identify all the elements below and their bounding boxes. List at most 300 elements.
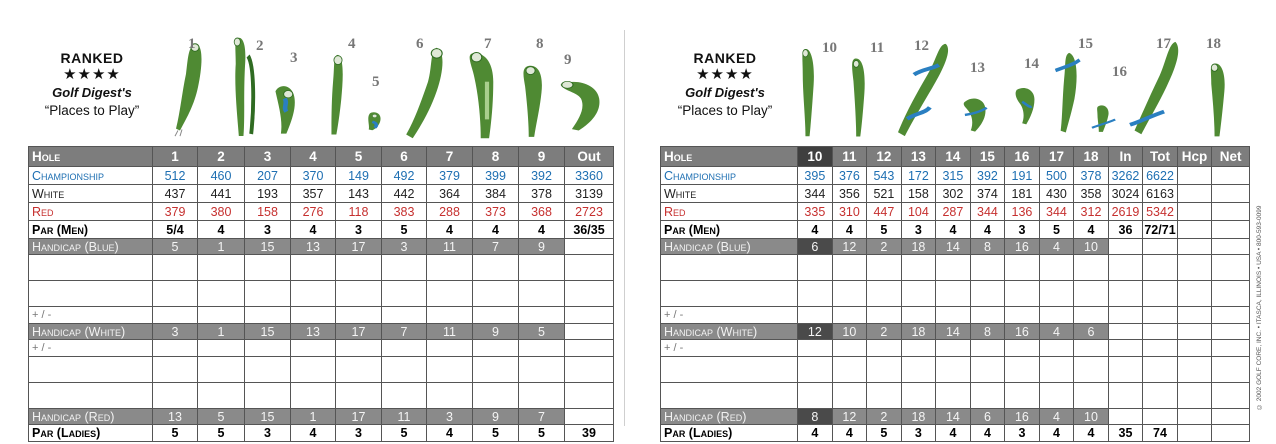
- player-score-row-cell[interactable]: [153, 255, 198, 281]
- player-score-row-cell[interactable]: [473, 255, 519, 281]
- handicap-white-row-cell: 18: [901, 324, 936, 340]
- par-ladies-row-cell: 4: [427, 425, 473, 442]
- par-men-row-cell: 4: [291, 221, 336, 239]
- hole-map-number: 13: [970, 60, 985, 76]
- handicap-white-row-label: Handicap (White): [29, 324, 153, 340]
- player-score-row-cell[interactable]: [1143, 255, 1178, 281]
- player-score-row-cell[interactable]: [245, 383, 291, 409]
- handicap-blue-row-cell: 9: [519, 239, 565, 255]
- plus-minus-row-cell[interactable]: [1143, 307, 1178, 324]
- plus-minus-row-cell[interactable]: [473, 307, 519, 324]
- player-score-row-cell[interactable]: [519, 383, 565, 409]
- handicap-red-row-cell: 6: [970, 409, 1005, 425]
- player-score-row: [661, 281, 1250, 307]
- white-tees-row-label: White: [661, 185, 798, 203]
- plus-minus-row-cell[interactable]: [1108, 307, 1143, 324]
- player-score-row-cell[interactable]: [291, 383, 336, 409]
- par-men-row-cell: 4: [198, 221, 245, 239]
- player-score-row-cell[interactable]: [1143, 357, 1178, 383]
- hole-map-illustration: [1092, 80, 1122, 134]
- player-score-row-cell[interactable]: [245, 357, 291, 383]
- player-score-row-cell[interactable]: [382, 281, 427, 307]
- player-score-row-cell[interactable]: [291, 281, 336, 307]
- par-ladies-row-cell: 4: [1039, 425, 1074, 442]
- player-score-row-cell[interactable]: [1212, 357, 1250, 383]
- plus-minus-row-cell[interactable]: [382, 307, 427, 324]
- handicap-blue-row-cell: [1212, 239, 1250, 255]
- hole-map-number: 12: [914, 38, 929, 54]
- player-score-row-cell[interactable]: [336, 383, 382, 409]
- handicap-blue-row-cell: 2: [867, 239, 902, 255]
- hole-map-number: 11: [870, 40, 885, 56]
- plus-minus-row-cell[interactable]: [936, 340, 971, 357]
- handicap-white-row-cell: 1: [198, 324, 245, 340]
- plus-minus-row-cell[interactable]: [519, 307, 565, 324]
- white-tees-row-cell: 374: [970, 185, 1005, 203]
- hole-map-illustration: [1014, 66, 1044, 128]
- hole-row-cell: 4: [291, 147, 336, 167]
- plus-minus-row-cell[interactable]: [901, 340, 936, 357]
- plus-minus-row-cell[interactable]: [901, 307, 936, 324]
- hole-row: [661, 147, 1250, 167]
- handicap-blue-row-cell: 7: [473, 239, 519, 255]
- handicap-blue-row-cell: 8: [970, 239, 1005, 255]
- handicap-blue-row-cell: 16: [1005, 239, 1040, 255]
- player-score-row-cell[interactable]: [1108, 383, 1143, 409]
- handicap-blue-row: [29, 239, 614, 255]
- par-men-row-cell: 4: [936, 221, 971, 239]
- back-score-table: [660, 146, 1250, 442]
- handicap-red-row-cell: [1108, 409, 1143, 425]
- player-score-row-cell[interactable]: [1039, 357, 1074, 383]
- player-score-row-cell[interactable]: [336, 255, 382, 281]
- player-score-row-cell[interactable]: [245, 255, 291, 281]
- red-tees-row-cell: 288: [427, 203, 473, 221]
- red-tees-row-cell: 344: [1039, 203, 1074, 221]
- championship-row-cell: 191: [1005, 167, 1040, 185]
- plus-minus-row-cell[interactable]: [832, 307, 867, 324]
- handicap-red-row-cell: 17: [336, 409, 382, 425]
- player-score-row-cell[interactable]: [153, 357, 198, 383]
- red-tees-row-cell: 276: [291, 203, 336, 221]
- handicap-red-row-cell: 7: [519, 409, 565, 425]
- red-tees-row-cell: 373: [473, 203, 519, 221]
- championship-row-cell: 512: [153, 167, 198, 185]
- handicap-red-row-cell: 13: [153, 409, 198, 425]
- player-score-row: [661, 357, 1250, 383]
- plus-minus-row-cell[interactable]: [245, 340, 291, 357]
- player-score-row-cell[interactable]: [867, 383, 902, 409]
- hole-map-illustration: [516, 58, 556, 140]
- plus-minus-row-cell[interactable]: [1039, 340, 1074, 357]
- handicap-white-row-cell: 8: [970, 324, 1005, 340]
- player-score-row-cell[interactable]: [832, 383, 867, 409]
- white-tees-row-cell: 302: [936, 185, 971, 203]
- handicap-white-row-cell: 2: [867, 324, 902, 340]
- hole-map-illustration: [848, 50, 878, 140]
- red-tees-row: [661, 203, 1250, 221]
- player-score-row-cell[interactable]: [519, 281, 565, 307]
- player-score-row-cell[interactable]: [1039, 383, 1074, 409]
- hole-map-number: 18: [1206, 36, 1221, 52]
- player-score-row-cell[interactable]: [1212, 255, 1250, 281]
- hole-map-number: 3: [290, 50, 298, 66]
- hole-map-number: 10: [822, 40, 837, 56]
- player-score-row-cell[interactable]: [970, 281, 1005, 307]
- red-tees-row-cell: [1212, 203, 1250, 221]
- plus-minus-row-cell[interactable]: [1143, 340, 1178, 357]
- par-ladies-row-cell: 4: [936, 425, 971, 442]
- player-score-row: [661, 383, 1250, 409]
- hole-row-cell: 17: [1039, 147, 1074, 167]
- hole-map-number: 14: [1024, 56, 1039, 72]
- player-score-row-cell[interactable]: [198, 281, 245, 307]
- player-score-row: [29, 357, 614, 383]
- handicap-red-row-cell: [1177, 409, 1212, 425]
- player-score-row-cell[interactable]: [198, 357, 245, 383]
- plus-minus-row-cell[interactable]: [336, 340, 382, 357]
- hole-row-cell: Out: [565, 147, 614, 167]
- player-score-row-cell[interactable]: [798, 383, 833, 409]
- handicap-white-row-cell: 12: [798, 324, 833, 340]
- plus-minus-row-cell[interactable]: [832, 340, 867, 357]
- plus-minus-row-cell[interactable]: [1074, 340, 1109, 357]
- player-score-row-cell[interactable]: [1005, 255, 1040, 281]
- plus-minus-row-cell[interactable]: [427, 340, 473, 357]
- plus-minus-row-cell[interactable]: [1177, 307, 1212, 324]
- player-score-row-cell[interactable]: [901, 383, 936, 409]
- par-ladies-row-cell: 74: [1143, 425, 1178, 442]
- hole-map-illustration: [898, 40, 948, 140]
- handicap-blue-row-cell: [565, 239, 614, 255]
- par-ladies-row-cell: 3: [1005, 425, 1040, 442]
- handicap-blue-row-cell: 15: [245, 239, 291, 255]
- tagline: “Places to Play”: [677, 103, 773, 118]
- player-score-row-cell[interactable]: [427, 383, 473, 409]
- plus-minus-row-cell[interactable]: [1177, 340, 1212, 357]
- hole-row-cell: 8: [473, 147, 519, 167]
- red-tees-row-cell: 287: [936, 203, 971, 221]
- red-tees-row-cell: 379: [153, 203, 198, 221]
- handicap-blue-row-cell: 10: [1074, 239, 1109, 255]
- red-tees-row-cell: 2619: [1108, 203, 1143, 221]
- hole-map-number: 5: [372, 74, 380, 90]
- handicap-white-row-cell: 16: [1005, 324, 1040, 340]
- handicap-blue-row-cell: 13: [291, 239, 336, 255]
- plus-minus-row-label: + / -: [29, 340, 153, 357]
- handicap-red-row-cell: 9: [473, 409, 519, 425]
- plus-minus-row-cell[interactable]: [153, 307, 198, 324]
- player-score-row-cell[interactable]: [565, 383, 614, 409]
- scorecard-front: [0, 0, 624, 444]
- par-ladies-row-cell: 3: [245, 425, 291, 442]
- player-score-row-cell[interactable]: [936, 357, 971, 383]
- par-men-row-cell: 4: [473, 221, 519, 239]
- par-ladies-row-cell: 5: [867, 425, 902, 442]
- plus-minus-row: [29, 307, 614, 324]
- par-men-row-cell: 36: [1108, 221, 1143, 239]
- hole-row-cell: 6: [382, 147, 427, 167]
- championship-row-cell: 315: [936, 167, 971, 185]
- par-ladies-row: [661, 425, 1250, 442]
- plus-minus-row-cell[interactable]: [427, 307, 473, 324]
- plus-minus-row-cell[interactable]: [867, 307, 902, 324]
- handicap-red-row-cell: [565, 409, 614, 425]
- player-score-row-cell[interactable]: [970, 383, 1005, 409]
- plus-minus-row-cell[interactable]: [291, 340, 336, 357]
- hole-map-number: 1: [188, 36, 196, 52]
- player-score-row-cell[interactable]: [198, 255, 245, 281]
- hole-map-illustration: [270, 62, 310, 138]
- player-score-row-label: [661, 281, 798, 307]
- star-rating: ★★★★: [63, 66, 121, 83]
- player-score-row-cell[interactable]: [798, 357, 833, 383]
- par-men-row-cell: 4: [519, 221, 565, 239]
- plus-minus-row-cell[interactable]: [1039, 307, 1074, 324]
- handicap-blue-row-cell: 1: [198, 239, 245, 255]
- plus-minus-row-cell[interactable]: [473, 340, 519, 357]
- handicap-red-row-cell: 5: [198, 409, 245, 425]
- player-score-row-cell[interactable]: [565, 281, 614, 307]
- player-score-row-cell[interactable]: [936, 255, 971, 281]
- championship-row-label: Championship: [661, 167, 798, 185]
- player-score-row-cell[interactable]: [427, 255, 473, 281]
- white-tees-row-cell: [1212, 185, 1250, 203]
- brand-block: [22, 50, 162, 120]
- player-score-row-cell[interactable]: [1005, 357, 1040, 383]
- player-score-row-cell[interactable]: [1212, 281, 1250, 307]
- player-score-row-cell[interactable]: [1074, 383, 1109, 409]
- player-score-row-cell[interactable]: [832, 255, 867, 281]
- player-score-row-cell[interactable]: [565, 357, 614, 383]
- handicap-red-row-cell: 1: [291, 409, 336, 425]
- handicap-white-row: [661, 324, 1250, 340]
- hole-row-cell: 18: [1074, 147, 1109, 167]
- par-men-row-label: Par (Men): [29, 221, 153, 239]
- plus-minus-row-cell[interactable]: [798, 340, 833, 357]
- player-score-row-cell[interactable]: [1039, 255, 1074, 281]
- par-men-row-cell: [1177, 221, 1212, 239]
- handicap-red-row-cell: 12: [832, 409, 867, 425]
- handicap-red-row-cell: 16: [1005, 409, 1040, 425]
- par-ladies-row-cell: 5: [519, 425, 565, 442]
- player-score-row-cell[interactable]: [245, 281, 291, 307]
- hole-map-number: 6: [416, 36, 424, 52]
- white-tees-row-cell: 442: [382, 185, 427, 203]
- player-score-row-cell[interactable]: [1005, 281, 1040, 307]
- player-score-row-label: [661, 255, 798, 281]
- player-score-row-cell[interactable]: [970, 357, 1005, 383]
- championship-row-cell: 379: [427, 167, 473, 185]
- player-score-row-cell[interactable]: [1177, 357, 1212, 383]
- plus-minus-row-cell[interactable]: [970, 340, 1005, 357]
- card-fold: [624, 0, 652, 444]
- white-tees-row-cell: 384: [473, 185, 519, 203]
- par-ladies-row-cell: 3: [336, 425, 382, 442]
- plus-minus-row-cell[interactable]: [153, 340, 198, 357]
- handicap-red-row-cell: [1212, 409, 1250, 425]
- white-tees-row: [661, 185, 1250, 203]
- red-tees-row-cell: [1177, 203, 1212, 221]
- player-score-row-cell[interactable]: [473, 281, 519, 307]
- player-score-row-cell[interactable]: [1177, 281, 1212, 307]
- par-ladies-row-label: Par (Ladies): [29, 425, 153, 442]
- plus-minus-row-cell[interactable]: [565, 340, 614, 357]
- player-score-row-cell[interactable]: [473, 357, 519, 383]
- hole-map-illustration: [464, 44, 510, 142]
- handicap-red-row-cell: 18: [901, 409, 936, 425]
- plus-minus-row-cell[interactable]: [970, 307, 1005, 324]
- plus-minus-row-cell[interactable]: [198, 307, 245, 324]
- player-score-row-cell[interactable]: [1039, 281, 1074, 307]
- player-score-row-cell[interactable]: [901, 357, 936, 383]
- player-score-row-cell[interactable]: [867, 281, 902, 307]
- plus-minus-row-cell[interactable]: [1074, 307, 1109, 324]
- player-score-row-cell[interactable]: [1108, 281, 1143, 307]
- handicap-white-row-cell: [1108, 324, 1143, 340]
- plus-minus-row-cell[interactable]: [936, 307, 971, 324]
- championship-row-label: Championship: [29, 167, 153, 185]
- handicap-white-row-cell: [1177, 324, 1212, 340]
- player-score-row-cell[interactable]: [1108, 255, 1143, 281]
- player-score-row-cell[interactable]: [1005, 383, 1040, 409]
- player-score-row-cell[interactable]: [382, 255, 427, 281]
- plus-minus-row-cell[interactable]: [798, 307, 833, 324]
- player-score-row-cell[interactable]: [867, 255, 902, 281]
- plus-minus-row-cell[interactable]: [1005, 340, 1040, 357]
- plus-minus-row: [661, 307, 1250, 324]
- player-score-row-label: [29, 357, 153, 383]
- plus-minus-row-cell[interactable]: [1212, 307, 1250, 324]
- championship-row-cell: 392: [970, 167, 1005, 185]
- hole-row-cell: 11: [832, 147, 867, 167]
- plus-minus-row-cell[interactable]: [198, 340, 245, 357]
- copyright-side-text: © 2002 GOLF CORE, INC. • ITASCA, ILLINOIS • USA • 800-593-0099: [1256, 205, 1263, 410]
- championship-row-cell: 492: [382, 167, 427, 185]
- plus-minus-row-cell[interactable]: [1108, 340, 1143, 357]
- hole-row-cell: 9: [519, 147, 565, 167]
- player-score-row-cell[interactable]: [1143, 383, 1178, 409]
- player-score-row-cell[interactable]: [798, 281, 833, 307]
- player-score-row-cell[interactable]: [1108, 357, 1143, 383]
- par-ladies-row-cell: 5: [382, 425, 427, 442]
- hole-map-illustration: [168, 40, 212, 138]
- white-tees-row-cell: 6163: [1143, 185, 1178, 203]
- plus-minus-row-cell[interactable]: [382, 340, 427, 357]
- championship-row-cell: 378: [1074, 167, 1109, 185]
- handicap-red-row: [29, 409, 614, 425]
- player-score-row-cell[interactable]: [1074, 357, 1109, 383]
- player-score-row-cell[interactable]: [832, 281, 867, 307]
- player-score-row-cell[interactable]: [798, 255, 833, 281]
- white-tees-row-cell: 441: [198, 185, 245, 203]
- plus-minus-row-cell[interactable]: [1212, 340, 1250, 357]
- player-score-row-cell[interactable]: [1177, 255, 1212, 281]
- championship-row-cell: 543: [867, 167, 902, 185]
- white-tees-row-cell: 158: [901, 185, 936, 203]
- white-tees-row-cell: 437: [153, 185, 198, 203]
- par-ladies-row-cell: [1212, 425, 1250, 442]
- red-tees-row-cell: 158: [245, 203, 291, 221]
- hole-map-illustration: [1208, 46, 1244, 140]
- player-score-row-cell[interactable]: [1074, 255, 1109, 281]
- player-score-row-label: [29, 383, 153, 409]
- player-score-row-cell[interactable]: [970, 255, 1005, 281]
- player-score-row-cell[interactable]: [153, 281, 198, 307]
- player-score-row-cell[interactable]: [473, 383, 519, 409]
- championship-row-cell: 376: [832, 167, 867, 185]
- plus-minus-row-cell[interactable]: [867, 340, 902, 357]
- player-score-row-cell[interactable]: [901, 255, 936, 281]
- handicap-red-row-cell: 15: [245, 409, 291, 425]
- white-tees-row-cell: 357: [291, 185, 336, 203]
- player-score-row-cell[interactable]: [291, 255, 336, 281]
- par-ladies-row-cell: 4: [291, 425, 336, 442]
- championship-row-cell: 172: [901, 167, 936, 185]
- player-score-row-cell[interactable]: [519, 357, 565, 383]
- player-score-row-cell[interactable]: [519, 255, 565, 281]
- plus-minus-row-cell[interactable]: [1005, 307, 1040, 324]
- white-tees-row-cell: [1177, 185, 1212, 203]
- plus-minus-row-cell[interactable]: [336, 307, 382, 324]
- player-score-row-cell[interactable]: [1074, 281, 1109, 307]
- player-score-row-cell[interactable]: [1177, 383, 1212, 409]
- player-score-row-cell[interactable]: [565, 255, 614, 281]
- hole-map-illustration: [556, 64, 606, 136]
- player-score-row-cell[interactable]: [901, 281, 936, 307]
- plus-minus-row-cell[interactable]: [519, 340, 565, 357]
- player-score-row-cell[interactable]: [336, 281, 382, 307]
- plus-minus-row-cell[interactable]: [565, 307, 614, 324]
- player-score-row-cell[interactable]: [382, 383, 427, 409]
- player-score-row-cell[interactable]: [427, 281, 473, 307]
- player-score-row-cell[interactable]: [1143, 281, 1178, 307]
- hole-map-number: 16: [1112, 64, 1127, 80]
- player-score-row-cell[interactable]: [336, 357, 382, 383]
- par-men-row-label: Par (Men): [661, 221, 798, 239]
- player-score-row-cell[interactable]: [291, 357, 336, 383]
- handicap-white-row-cell: 7: [382, 324, 427, 340]
- brand-block: [655, 50, 795, 120]
- player-score-row-cell[interactable]: [153, 383, 198, 409]
- handicap-red-row-cell: 11: [382, 409, 427, 425]
- hole-map-illustration: [1052, 44, 1090, 136]
- plus-minus-row-cell[interactable]: [291, 307, 336, 324]
- par-ladies-row: [29, 425, 614, 442]
- hole-map-illustration: [404, 44, 452, 142]
- player-score-row-cell[interactable]: [382, 357, 427, 383]
- player-score-row-cell[interactable]: [832, 357, 867, 383]
- red-tees-row-label: Red: [661, 203, 798, 221]
- hole-row-cell: Tot: [1143, 147, 1178, 167]
- hole-row-cell: 15: [970, 147, 1005, 167]
- handicap-red-row-cell: 8: [798, 409, 833, 425]
- player-score-row-cell[interactable]: [867, 357, 902, 383]
- player-score-row-cell[interactable]: [936, 281, 971, 307]
- championship-row-cell: 3262: [1108, 167, 1143, 185]
- par-men-row-cell: 3: [1005, 221, 1040, 239]
- championship-row-cell: 6622: [1143, 167, 1178, 185]
- handicap-blue-row: [661, 239, 1250, 255]
- white-tees-row-cell: 344: [798, 185, 833, 203]
- player-score-row-cell[interactable]: [198, 383, 245, 409]
- player-score-row-cell[interactable]: [1212, 383, 1250, 409]
- plus-minus-row-cell[interactable]: [245, 307, 291, 324]
- player-score-row-cell[interactable]: [936, 383, 971, 409]
- red-tees-row-cell: 310: [832, 203, 867, 221]
- player-score-row-cell[interactable]: [427, 357, 473, 383]
- handicap-blue-row-cell: [1143, 239, 1178, 255]
